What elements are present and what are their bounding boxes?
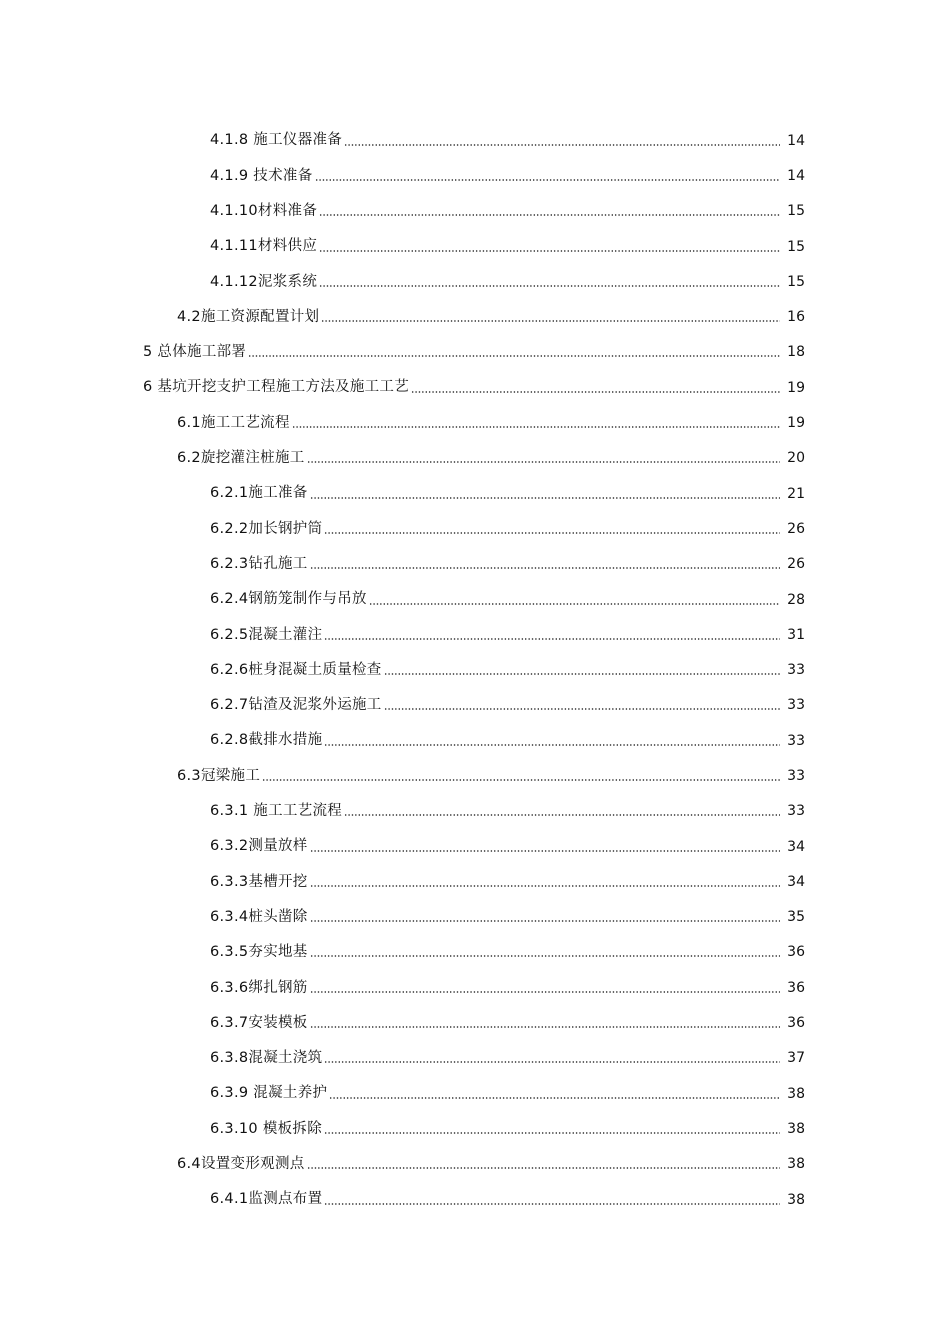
- toc-entry-title: 6.3.1 施工工艺流程: [210, 803, 343, 820]
- toc-entry[interactable]: [0, 511, 950, 546]
- toc-entry-page-number: 33: [787, 732, 805, 749]
- dot-leader: [344, 144, 780, 146]
- toc-entry-title: 6.3.6绑扎钢筋: [210, 979, 308, 996]
- dot-leader: [310, 1026, 780, 1028]
- toc-entry[interactable]: [0, 970, 950, 1005]
- toc-entry-page-number: 26: [787, 520, 805, 537]
- toc-entry-title: 6.2.2加长钢护筒: [210, 520, 323, 537]
- toc-entry-title: 4.1.11材料供应: [210, 238, 318, 255]
- toc-entry[interactable]: [0, 723, 950, 758]
- toc-entry-page-number: 33: [787, 662, 805, 679]
- toc-entry-title: 6.2.8截排水措施: [210, 732, 323, 749]
- toc-entry[interactable]: [0, 229, 950, 264]
- dot-leader: [411, 391, 780, 393]
- toc-entry-page-number: 38: [787, 1120, 805, 1137]
- toc-entry-title: 4.1.10材料准备: [210, 202, 318, 219]
- dot-leader: [292, 426, 780, 428]
- toc-entry-title: 6 基坑开挖支护工程施工方法及施工工艺: [143, 379, 410, 396]
- toc-entry[interactable]: [0, 158, 950, 193]
- toc-entry[interactable]: [0, 688, 950, 723]
- toc-entry-title: 6.3.5夯实地基: [210, 944, 308, 961]
- dot-leader: [310, 991, 780, 993]
- toc-entry[interactable]: [0, 758, 950, 793]
- toc-entry[interactable]: [0, 794, 950, 829]
- dot-leader: [324, 744, 780, 746]
- toc-entry[interactable]: [0, 405, 950, 440]
- dot-leader: [384, 673, 780, 675]
- toc-entry[interactable]: [0, 582, 950, 617]
- toc-entry-title: 6.4.1监测点布置: [210, 1191, 323, 1208]
- dot-leader: [307, 1167, 780, 1169]
- toc-entry[interactable]: [0, 900, 950, 935]
- toc-entry[interactable]: [0, 264, 950, 299]
- toc-entry-page-number: 38: [787, 1085, 805, 1102]
- toc-entry[interactable]: [0, 441, 950, 476]
- toc-entry[interactable]: [0, 194, 950, 229]
- toc-entry-title: 4.1.12泥浆系统: [210, 273, 318, 290]
- toc-entry-title: 6.2.6桩身混凝土质量检查: [210, 661, 382, 678]
- toc-entry-page-number: 33: [787, 803, 805, 820]
- dot-leader: [248, 355, 780, 357]
- toc-entry[interactable]: [0, 299, 950, 334]
- dot-leader: [319, 250, 780, 252]
- toc-entry-title: 6.2.3钻孔施工: [210, 555, 308, 572]
- table-of-contents: [0, 123, 950, 1217]
- toc-entry-title: 6.3.2测量放样: [210, 838, 308, 855]
- toc-entry-title: 6.3.9 混凝土养护: [210, 1085, 328, 1102]
- toc-entry-page-number: 28: [787, 591, 805, 608]
- toc-entry-title: 6.2旋挖灌注桩施工: [177, 450, 305, 467]
- toc-entry-page-number: 19: [787, 415, 805, 432]
- toc-entry-page-number: 33: [787, 697, 805, 714]
- toc-entry-page-number: 34: [787, 873, 805, 890]
- toc-entry-page-number: 19: [787, 379, 805, 396]
- toc-entry-page-number: 35: [787, 909, 805, 926]
- toc-entry[interactable]: [0, 547, 950, 582]
- toc-entry-title: 6.2.7钻渣及泥浆外运施工: [210, 697, 382, 714]
- toc-entry-title: 6.3.7安装模板: [210, 1014, 308, 1031]
- toc-entry-page-number: 38: [787, 1156, 805, 1173]
- dot-leader: [319, 285, 780, 287]
- toc-entry-page-number: 14: [787, 132, 805, 149]
- toc-entry[interactable]: [0, 476, 950, 511]
- toc-entry-page-number: 26: [787, 556, 805, 573]
- toc-entry-title: 4.1.9 技术准备: [210, 167, 313, 184]
- dot-leader: [324, 532, 780, 534]
- dot-leader: [324, 1203, 780, 1205]
- toc-entry-title: 6.2.4钢筋笼制作与吊放: [210, 591, 367, 608]
- toc-entry[interactable]: [0, 864, 950, 899]
- toc-entry-page-number: 20: [787, 450, 805, 467]
- dot-leader: [324, 638, 780, 640]
- dot-leader: [344, 814, 780, 816]
- dot-leader: [324, 1132, 780, 1134]
- toc-entry-title: 6.1施工工艺流程: [177, 414, 290, 431]
- toc-entry-title: 4.2施工资源配置计划: [177, 308, 320, 325]
- toc-entry[interactable]: [0, 829, 950, 864]
- toc-entry-page-number: 31: [787, 626, 805, 643]
- dot-leader: [310, 567, 780, 569]
- toc-entry-page-number: 15: [787, 238, 805, 255]
- dot-leader: [321, 320, 780, 322]
- toc-entry-page-number: 15: [787, 203, 805, 220]
- toc-entry-title: 6.3.4桩头凿除: [210, 908, 308, 925]
- toc-entry-title: 6.3.3基槽开挖: [210, 873, 308, 890]
- toc-entry[interactable]: [0, 1005, 950, 1040]
- dot-leader: [384, 708, 780, 710]
- toc-entry-page-number: 36: [787, 979, 805, 996]
- toc-entry[interactable]: [0, 123, 950, 158]
- toc-entry[interactable]: [0, 652, 950, 687]
- dot-leader: [324, 1061, 780, 1063]
- toc-entry-page-number: 38: [787, 1191, 805, 1208]
- toc-entry-title: 6.3.8混凝土浇筑: [210, 1050, 323, 1067]
- toc-entry-page-number: 33: [787, 767, 805, 784]
- toc-entry-title: 6.2.5混凝土灌注: [210, 626, 323, 643]
- toc-entry-page-number: 37: [787, 1050, 805, 1067]
- toc-entry[interactable]: [0, 617, 950, 652]
- dot-leader: [310, 955, 780, 957]
- dot-leader: [307, 461, 780, 463]
- toc-entry[interactable]: [0, 1041, 950, 1076]
- toc-entry[interactable]: [0, 335, 950, 370]
- dot-leader: [315, 179, 780, 181]
- toc-entry-page-number: 36: [787, 1015, 805, 1032]
- toc-entry-title: 6.3冠梁施工: [177, 767, 261, 784]
- toc-entry-title: 6.2.1施工准备: [210, 485, 308, 502]
- toc-entry[interactable]: [0, 1147, 950, 1182]
- dot-leader: [329, 1097, 780, 1099]
- toc-entry[interactable]: [0, 370, 950, 405]
- dot-leader: [262, 779, 780, 781]
- toc-entry-page-number: 16: [787, 309, 805, 326]
- toc-entry-page-number: 34: [787, 838, 805, 855]
- dot-leader: [310, 850, 780, 852]
- toc-entry-title: 6.3.10 模板拆除: [210, 1120, 323, 1137]
- dot-leader: [310, 497, 780, 499]
- toc-entry[interactable]: [0, 1182, 950, 1217]
- toc-entry-title: 5 总体施工部署: [143, 344, 247, 361]
- toc-entry-page-number: 18: [787, 344, 805, 361]
- toc-entry-page-number: 15: [787, 273, 805, 290]
- toc-entry-page-number: 36: [787, 944, 805, 961]
- toc-entry-title: 4.1.8 施工仪器准备: [210, 132, 343, 149]
- dot-leader: [310, 885, 780, 887]
- toc-entry-page-number: 21: [787, 485, 805, 502]
- toc-entry[interactable]: [0, 1111, 950, 1146]
- dot-leader: [310, 920, 780, 922]
- toc-entry[interactable]: [0, 1076, 950, 1111]
- toc-entry-title: 6.4设置变形观测点: [177, 1156, 305, 1172]
- toc-entry-page-number: 14: [787, 167, 805, 184]
- dot-leader: [319, 214, 780, 216]
- dot-leader: [369, 603, 780, 605]
- toc-entry[interactable]: [0, 935, 950, 970]
